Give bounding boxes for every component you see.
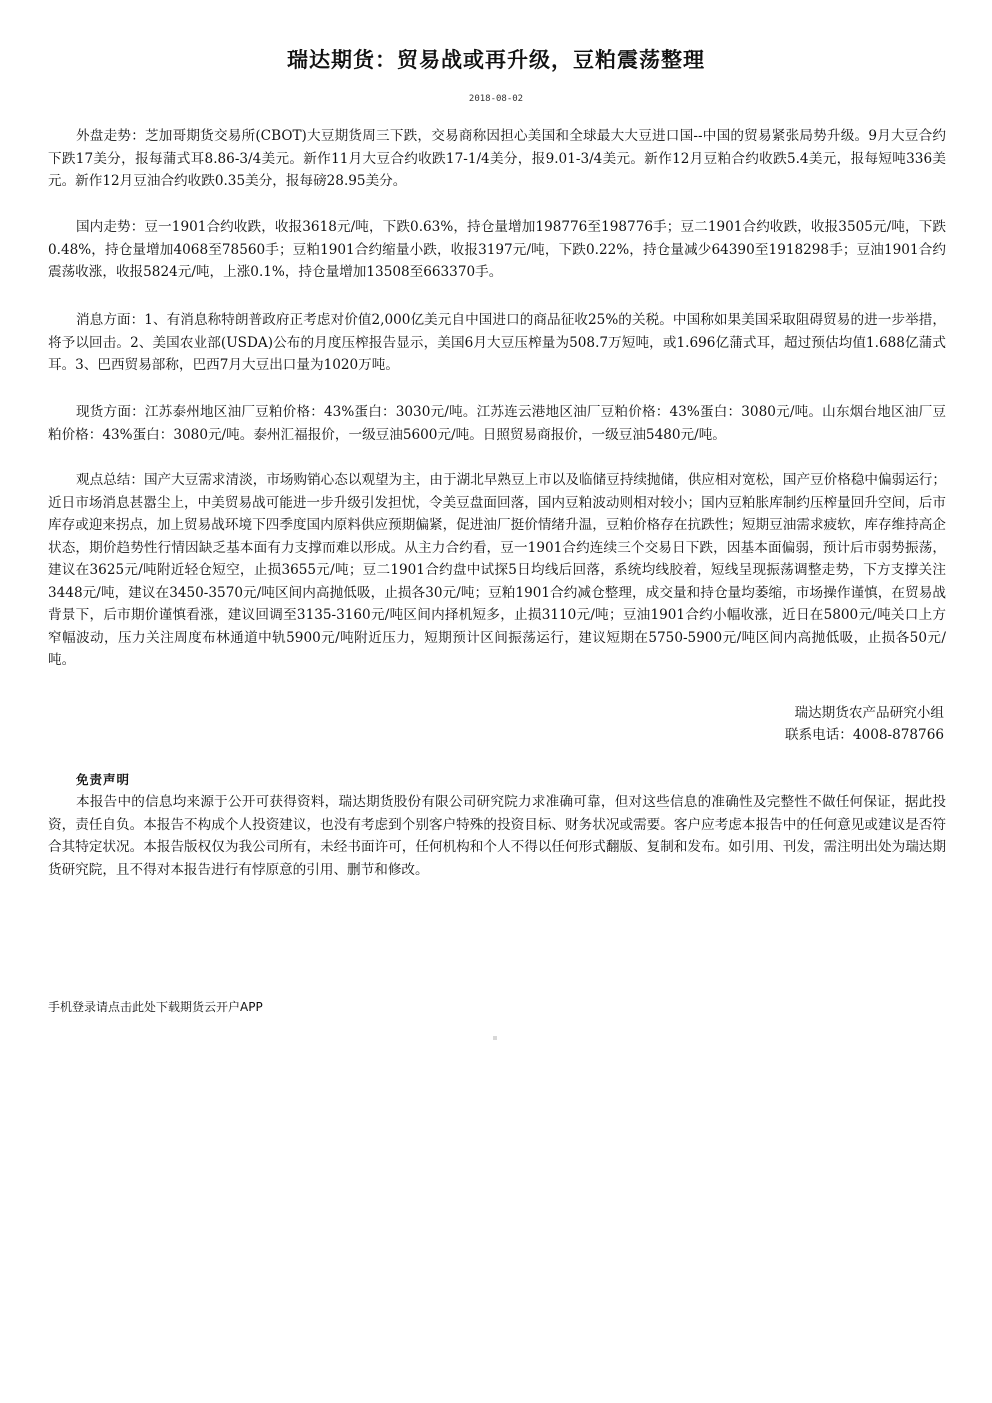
disclaimer-title: 免责声明: [76, 772, 131, 787]
paragraph-external-market: 外盘走势：芝加哥期货交易所(CBOT)大豆期货周三下跌，交易商称因担心美国和全球最大大豆进口国--中国的贸易紧张局势升级。9月大豆合约下跌17美分，报每蒲式耳8.86-3/4美元。新作11月大豆合约收跌17-1/4美分，报9.01-3/4美元。新作12月豆粕合约收跌5.4美元，报每短吨336美元。新作12月豆油合约收跌0.35美分，报每磅28.95美分。: [48, 128, 946, 189]
page-title: 瑞达期货：贸易战或再升级，豆粕震荡整理: [287, 48, 705, 72]
page-marker-dot: [493, 1036, 497, 1040]
disclaimer-text: 本报告中的信息均来源于公开可获得资料，瑞达期货股份有限公司研究院力求准确可靠，但对这些信息的准确性及完整性不做任何保证，据此投资，责任自负。本报告不构成个人投资建议，也没有考虑到个别客户特殊的投资目标、财务状况或需要。客户应考虑本报告中的任何意见或建议是否符合其特定状况。本报告版权仅为我公司所有，未经书面许可，任何机构和个人不得以任何形式翻版、复制和发布。如引用、刊发，需注明出处为瑞达期货研究院，且不得对本报告进行有悖原意的引用、删节和修改。: [48, 794, 946, 878]
publish-date: 2018-08-02: [468, 94, 524, 104]
paragraph-domestic-market: 国内走势：豆一1901合约收跌，收报3618元/吨，下跌0.63%，持仓量增加198776至198776手；豆二1901合约收跌，收报3505元/吨，下跌0.48%，持仓量增加4068至78560手；豆粕1901合约缩量小跌，收报3197元/吨，下跌0.22%，持仓量减少64390至1918298手；豆油1901合约震荡收涨，收报5824元/吨，上涨0.1%，持仓量增加13508至663370手。: [48, 219, 946, 280]
signature-team: 瑞达期货农产品研究小组: [794, 705, 944, 721]
paragraph-news: 消息方面：1、有消息称特朗普政府正考虑对价值2,000亿美元自中国进口的商品征收25%的关税。中国称如果美国采取阻碍贸易的进一步举措，将予以回击。2、美国农业部(USDA)公布的月度压榨报告显示，美国6月大豆压榨量为508.7万短吨，或1.696亿蒲式耳，超过预估均值1.688亿蒲式耳。3、巴西贸易部称，巴西7月大豆出口量为1020万吨。: [48, 312, 946, 373]
app-download-link[interactable]: 手机登录请点击此处下载期货云开户APP: [48, 1000, 263, 1014]
signature-phone: 联系电话：4008-878766: [784, 727, 944, 743]
paragraph-summary: 观点总结：国产大豆需求清淡，市场购销心态以观望为主，由于湖北早熟豆上市以及临储豆持续抛储，供应相对宽松，国产豆价格稳中偏弱运行；近日市场消息甚嚣尘上，中美贸易战可能进一步升级引发担忧，令美豆盘面回落，国内豆粕波动则相对较小；国内豆粕胀库制约压榨量回升空间，后市库存或迎来拐点，加上贸易战环境下四季度国内原料供应预期偏紧，促进油厂挺价情绪升温，豆粕价格存在抗跌性；短期豆油需求疲软，库存维持高企状态，期价趋势性行情因缺乏基本面有力支撑而难以形成。从主力合约看，豆一1901合约连续三个交易日下跌，因基本面偏弱，预计后市弱势振荡，建议在3625元/吨附近轻仓短空，止损3655元/吨；豆二1901合约盘中试探5日均线后回落，系统均线胶着，短线呈现振荡调整走势，下方支撑关注3448元/吨，建议在3450-3570元/吨区间内高抛低吸，止损各30元/吨；豆粕1901合约减仓整理，成交量和持仓量均萎缩，市场操作谨慎，在贸易战背景下，后市期价谨慎看涨，建议回调至3135-3160元/吨区间内择机短多，止损3110元/吨；豆油1901合约小幅收涨，近日在5800元/吨关口上方窄幅波动，压力关注周度布林通道中轨5900元/吨附近压力，短期预计区间振荡运行，建议短期在5750-5900元/吨区间内高抛低吸，止损各50元/吨。: [48, 472, 946, 668]
paragraph-spot: 现货方面：江苏泰州地区油厂豆粕价格：43%蛋白：3030元/吨。江苏连云港地区油厂豆粕价格：43%蛋白：3080元/吨。山东烟台地区油厂豆粕价格：43%蛋白：3080元/吨。泰州汇福报价，一级豆油5600元/吨。日照贸易商报价，一级豆油5480元/吨。: [48, 404, 946, 443]
